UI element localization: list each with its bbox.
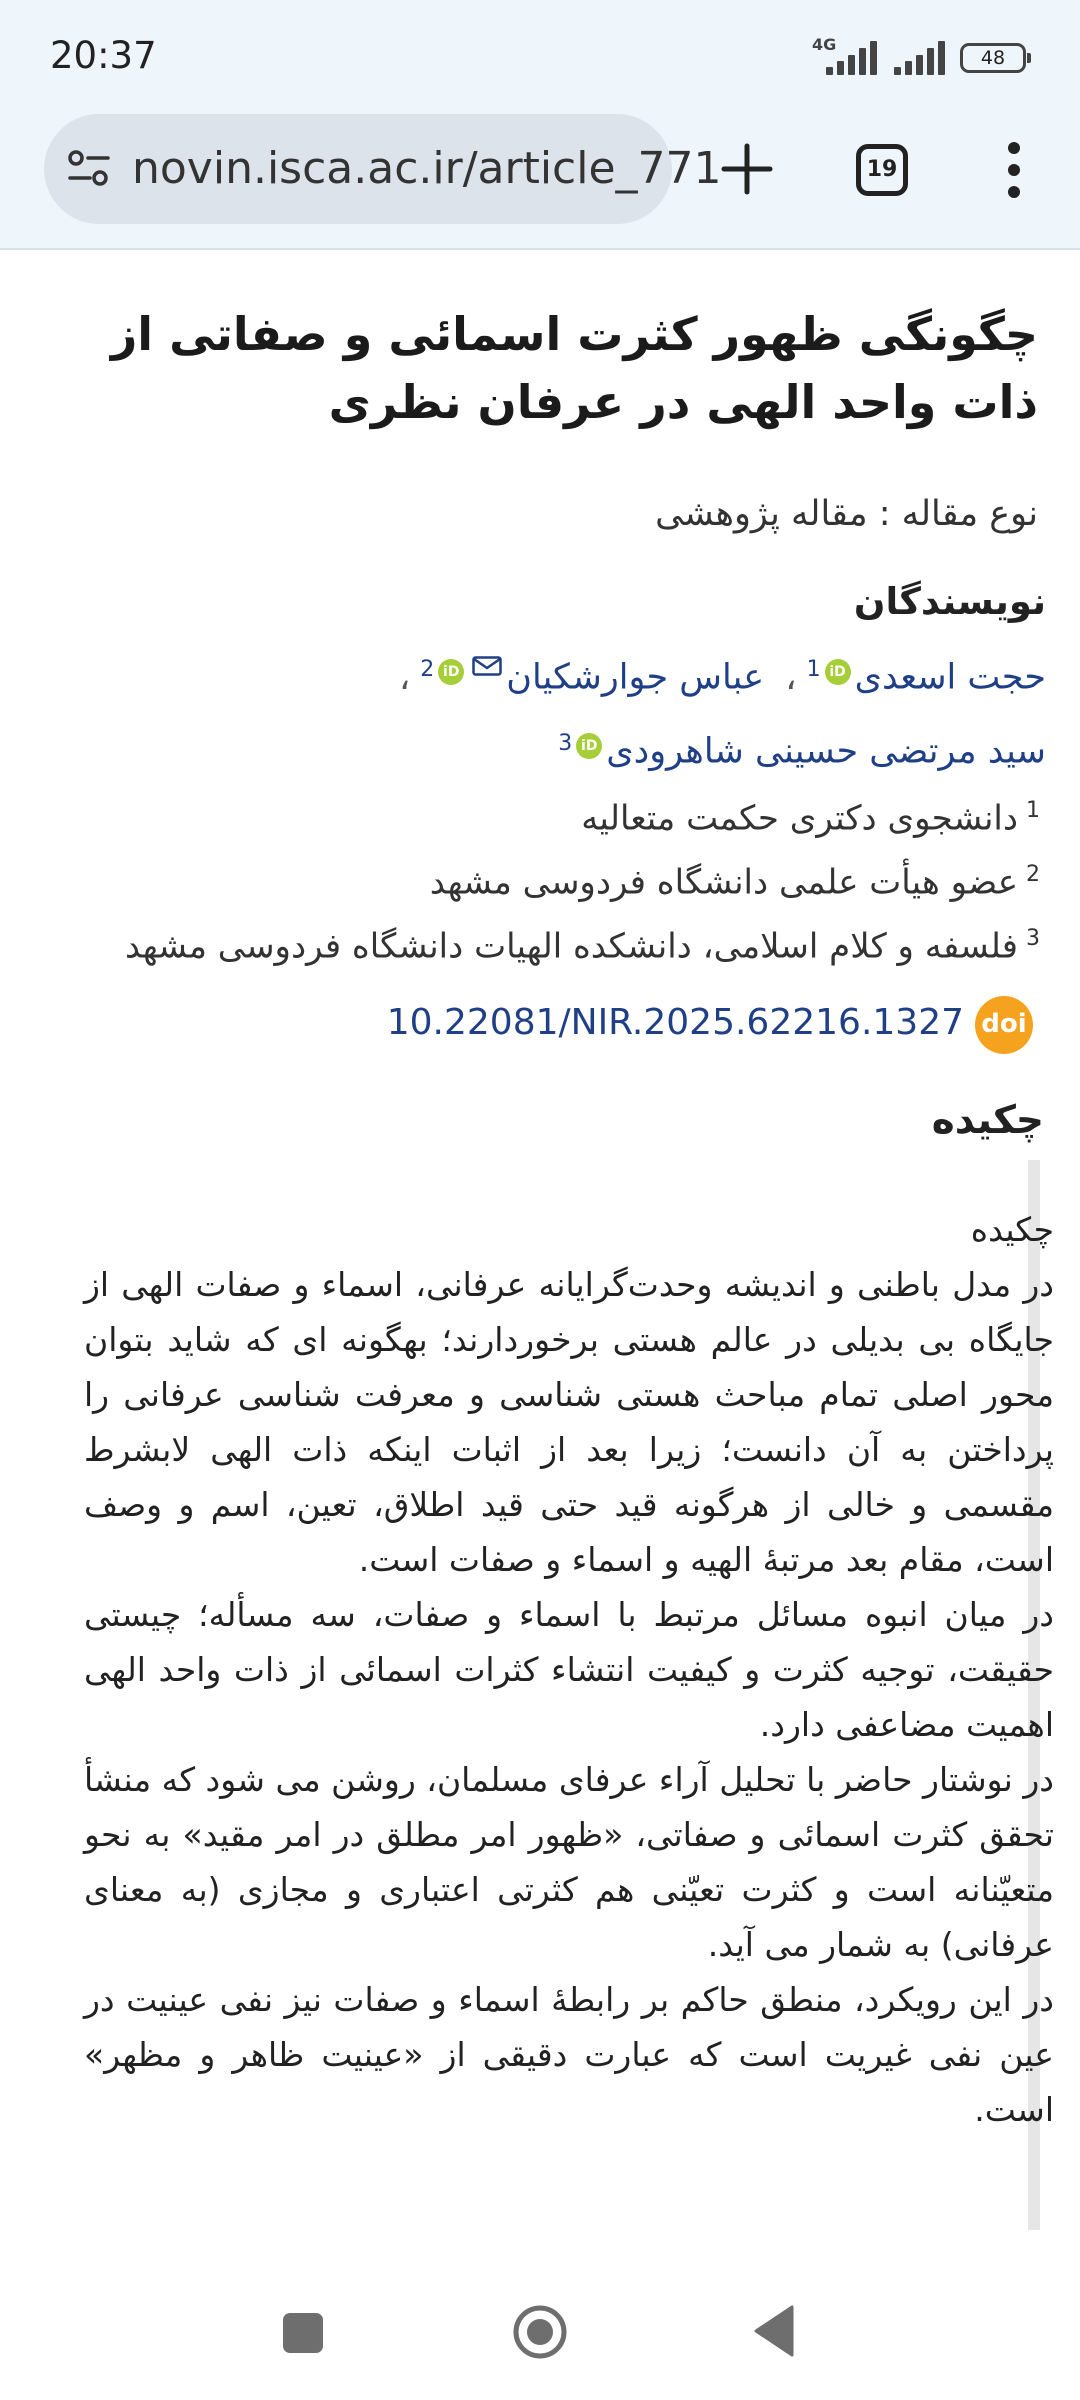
affiliation-item (40, 926, 1040, 966)
recents-button[interactable] (283, 2313, 323, 2353)
more-options-icon[interactable] (996, 138, 1032, 202)
signal-4g-icon (812, 35, 876, 75)
author-link[interactable]: عباس جوارشکیان (506, 657, 765, 698)
signal-icon (892, 41, 944, 75)
url-text[interactable]: novin.isca.ac.ir/article_771 (132, 143, 722, 194)
affiliation-text: دانشجوی دکتری حکمت متعالیه (581, 798, 1018, 839)
author-link[interactable]: سید مرتضی حسینی شاهرودی (606, 731, 1046, 772)
doi-icon: doi (975, 996, 1033, 1054)
affiliation-number: 3 (1026, 926, 1040, 951)
abstract-body (84, 1202, 1054, 2137)
author-separator: ، (398, 657, 411, 698)
affiliation-number: 2 (1026, 862, 1040, 887)
status-time: 20:37 (50, 34, 157, 77)
affiliation-text: فلسفه و کلام اسلامی، دانشکده الهیات دانشگاه فردوسی مشهد (124, 926, 1018, 967)
abstract-paragraph: در مدل باطنی و اندیشه وحدت‌گرایانه عرفانی، اسماء و صفات الهی از جایگاه بی بدیلی در عالم هستی برخوردارند؛ بهگونه ای که شاید بتوان محور اصلی تمام مباحث هستی شناسی و معرفت شناسی عرفانی را پرداختن به آن دانست؛ زیرا بعد از اثبات اینکه ذات الهی لابشرط مقسمی و خالی از هرگونه قید حتی قید اطلاق، تعین، اسم و وصف است، مقام بعد مرتبۀ الهیه و اسماء و صفات است. (84, 1265, 1054, 1579)
author-affil-number: 2 (420, 657, 435, 682)
abstract-box (70, 1160, 1054, 2230)
affiliation-number: 1 (1026, 798, 1040, 823)
article-type: نوع مقاله : مقاله پژوهشی (655, 494, 1038, 534)
status-icons (812, 35, 1026, 78)
authors-line-2 (40, 714, 1046, 782)
email-icon[interactable] (472, 656, 502, 676)
tab-switcher-button[interactable]: 19 (856, 144, 908, 196)
affiliation-item (40, 862, 1040, 902)
home-button[interactable] (512, 2304, 568, 2360)
authors-heading: نویسندگان (853, 580, 1046, 623)
browser-chrome (0, 0, 1080, 250)
doi-row (40, 990, 1038, 1060)
site-settings-icon[interactable] (66, 146, 112, 192)
affiliation-text: عضو هیأت علمی دانشگاه فردوسی مشهد (429, 862, 1018, 903)
abstract-paragraph: در نوشتار حاضر با تحلیل آراء عرفای مسلمان، روشن می شود که منشأ تحقق کثرت اسمائی و صفاتی، «ظهور امر مطلق در امر مقید» به نحو متعیّنانه است و کثرت تعیّنی هم کثرتی اعتباری و مجازی (به معنای عرفانی) به شمار می آید. (84, 1760, 1054, 1964)
orcid-icon[interactable]: iD (825, 659, 851, 685)
address-bar[interactable] (44, 114, 722, 224)
author-link[interactable]: حجت اسعدی (854, 657, 1046, 698)
article-title: چگونگی ظهور کثرت اسمائی و صفاتی از ذات واحد الهی در عرفان نظری (110, 307, 1038, 429)
abstract-paragraph: در این رویکرد، منطق حاکم بر رابطۀ اسماء و صفات نیز نفی عینیت در عین نفی غیریت است که عبارت دقیقی از «عینیت ظاهر و مظهر» است. (84, 1980, 1054, 2129)
abstract-heading: چکیده (931, 1098, 1044, 1143)
orcid-icon[interactable]: iD (576, 733, 602, 759)
abstract-paragraph: چکیده (970, 1210, 1054, 1249)
affiliation-item (40, 798, 1040, 838)
battery-icon: 48 (960, 43, 1026, 73)
author-separator: ، (785, 657, 797, 698)
author-affil-number: 1 (806, 657, 821, 682)
back-button[interactable] (752, 2305, 796, 2357)
doi-link[interactable]: 10.22081/NIR.2025.62216.1327 (386, 1002, 964, 1043)
abstract-paragraph: در میان انبوه مسائل مرتبط با اسماء و صفات، سه مسأله؛ چیستی حقیقت، توجیه کثرت و کیفیت انتشاء کثرات اسمائی از ذات واحد الهی اهمیت مضاعفی دارد. (84, 1595, 1054, 1744)
author-affil-number: 3 (558, 731, 573, 756)
authors-line-1 (40, 640, 1046, 708)
network-label: 4G (812, 35, 837, 54)
orcid-icon[interactable]: iD (438, 659, 464, 685)
new-tab-button[interactable] (712, 134, 782, 204)
